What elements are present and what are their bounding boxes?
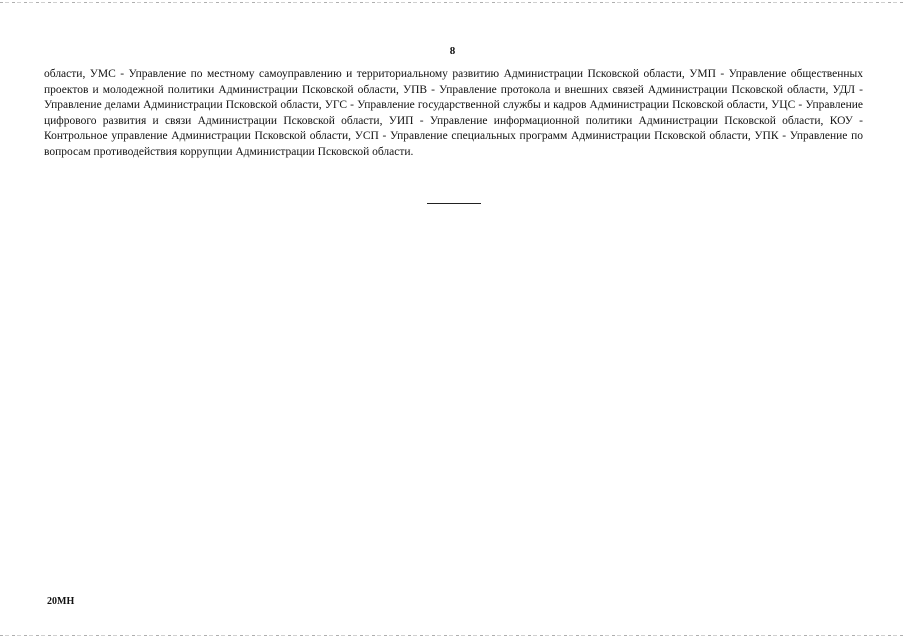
end-separator-line [427, 203, 481, 204]
scan-edge-bottom [0, 635, 905, 636]
scan-edge-top [0, 2, 905, 3]
abbreviations-paragraph: области, УМС - Управление по местному самоуправлению и территориальному развитию Администрации Псковской области, УМП - Управление общественных проектов и молодежной политики Администрации Псковской области, УПВ - Управление протокола и внешних связей Администрации Псковской области, УДЛ - Управление делами Администрации Псковской области, УГС - Управление государственной службы и кадров Администрации Псковской области, УЦС - Управление цифрового развития и связи Администрации Псковской области, УИП - Управление информационной политики Администрации Псковской области, КОУ - Контрольное управление Администрации Псковской области, УСП - Управление специальных программ Администрации Псковской области, УПК - Управление по вопросам противодействия коррупции Администрации Псковской области. [44, 68, 863, 158]
footer-document-code: 20МН [47, 596, 75, 607]
page-number: 8 [449, 45, 456, 57]
